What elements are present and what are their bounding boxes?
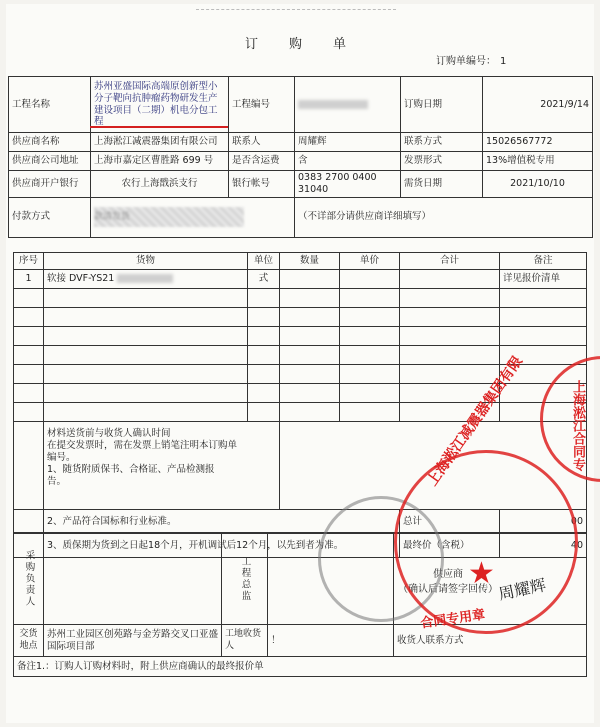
- contact-label: 联系人: [229, 133, 295, 152]
- receiver-contact-label: 收货人联系方式: [394, 625, 587, 657]
- col-remark: 备注: [500, 253, 587, 270]
- order-date-value: 2021/9/14: [483, 77, 593, 133]
- col-goods: 货物: [44, 253, 248, 270]
- contact-value: 周耀辉: [295, 133, 401, 152]
- row-goods: [44, 270, 248, 289]
- total-value: 00: [500, 510, 587, 534]
- note-1-line4: 告。: [47, 475, 67, 487]
- note-3: 3、质保期为货到之日起18个月，开机调试后12个月，以先到者为准。: [44, 534, 400, 558]
- need-date-label: 需货日期: [401, 171, 483, 198]
- table-row: [14, 270, 587, 289]
- invoice-value: 13%增值税专用: [483, 152, 593, 171]
- payment-value-cell: [91, 197, 295, 237]
- supplier-sub: （确认后请签字回传）: [398, 584, 498, 595]
- col-total: 合计: [400, 253, 500, 270]
- supplier-name-value: 上海淞江减震器集团有限公司: [91, 133, 229, 152]
- note-1-title: 材料送货前与收货人确认时间: [47, 428, 171, 439]
- project-no-label: 工程编号: [229, 77, 295, 133]
- row-no: 1: [14, 270, 44, 289]
- supplier-addr-value: 上海市嘉定区曹胜路 699 号: [91, 152, 229, 171]
- red-stamp-main-text: 上海淞江减震器集团有限: [424, 353, 526, 489]
- contact-way-value: 15026567772: [483, 133, 593, 152]
- items-header-row: [14, 253, 587, 270]
- row-remark: 详见报价清单: [500, 270, 587, 289]
- order-number-value: 1: [500, 56, 507, 67]
- stamp-star-icon: ★: [468, 556, 495, 591]
- red-stamp-right-text: 上海淞江合同专: [570, 380, 585, 471]
- final-price-value: 40: [500, 534, 587, 558]
- contact-way-label: 联系方式: [401, 133, 483, 152]
- note-2: 2、产品符合国标和行业标准。: [44, 510, 400, 534]
- payment-note: （不详部分请供应商详细填写）: [295, 197, 593, 237]
- row-price: [340, 270, 400, 289]
- table-row: [14, 289, 587, 308]
- order-number-label: 订购单编号：: [436, 56, 496, 67]
- table-row: [14, 403, 587, 422]
- supplier-name-label: 供应商名称: [9, 133, 91, 152]
- table-row: [14, 308, 587, 327]
- payment-label: 付款方式: [9, 197, 91, 237]
- items-table: [13, 252, 587, 558]
- project-name-label: 工程名称: [9, 77, 91, 133]
- handwritten-signature: 周耀辉: [496, 575, 548, 604]
- note-1-line1: 在提交发票时，需在发票上销笔注明本订购单: [47, 439, 238, 451]
- receiver-value: ！: [268, 625, 394, 657]
- freight-value: 含: [295, 152, 401, 171]
- delivery-value: 苏州工业园区创苑路与金芳路交叉口亚盛国际项目部: [44, 625, 222, 657]
- notes-block: [44, 422, 280, 510]
- account-value: 0383 2700 0400 31040: [295, 171, 401, 198]
- delivery-label: 交货地点: [14, 625, 44, 657]
- need-date-value: 2021/10/10: [483, 171, 593, 198]
- final-price-label: 最终价（含税）: [400, 534, 500, 558]
- note-1-line2: 编号。: [47, 451, 76, 463]
- order-info-table: [8, 76, 593, 238]
- buyer-sign: [44, 533, 222, 625]
- order-date-label: 订购日期: [401, 77, 483, 133]
- project-name-value: 苏州亚盛国际高端原创新型小分子靶向抗肿瘤药物研发生产建设项目（二期）机电分包工程: [91, 77, 229, 133]
- highlight-underline: [90, 126, 228, 128]
- engineer-label-cell: [222, 533, 268, 625]
- table-row: [14, 327, 587, 346]
- buyer-label-cell: [14, 533, 44, 625]
- col-qty: 数量: [280, 253, 340, 270]
- col-no: 序号: [14, 253, 44, 270]
- supplier-label: 供应商: [433, 569, 463, 580]
- table-row: [14, 346, 587, 365]
- buyer-label: 采购负责人: [23, 549, 35, 608]
- scan-artifact-line: [196, 9, 396, 10]
- red-stamp-main-sub: 合同专用章: [419, 607, 487, 632]
- receiver-label: 工地收货人: [222, 625, 268, 657]
- document-title: 订 购 单: [244, 37, 355, 52]
- invoice-label: 发票形式: [401, 152, 483, 171]
- note-1-line3: 1、随货附质保书、合格证、产品检测报: [47, 463, 215, 475]
- col-unit: 单位: [248, 253, 280, 270]
- project-no-value: [295, 77, 401, 133]
- total-label: 总计: [400, 510, 500, 534]
- row-qty: [280, 270, 340, 289]
- notes-row: [14, 422, 587, 510]
- engineer-sign: [268, 533, 394, 625]
- bank-label: 供应商开户银行: [9, 171, 91, 198]
- freight-label: 是否含运费: [229, 152, 295, 171]
- col-price: 单价: [340, 253, 400, 270]
- row-total: [400, 270, 500, 289]
- remark-line: 备注1.：订购人订购材料时，附上供应商确认的最终报价单: [14, 657, 587, 677]
- row-unit: 式: [248, 270, 280, 289]
- order-number: [432, 52, 506, 67]
- row-goods-text: 软接 DVF-YS21: [47, 273, 115, 285]
- supplier-addr-label: 供应商公司地址: [9, 152, 91, 171]
- engineer-label: 工程总监: [239, 555, 251, 602]
- payment-value: 款清发货: [94, 207, 244, 227]
- bank-value: 农行上海戬浜支行: [91, 171, 229, 198]
- account-label: 银行帐号: [229, 171, 295, 198]
